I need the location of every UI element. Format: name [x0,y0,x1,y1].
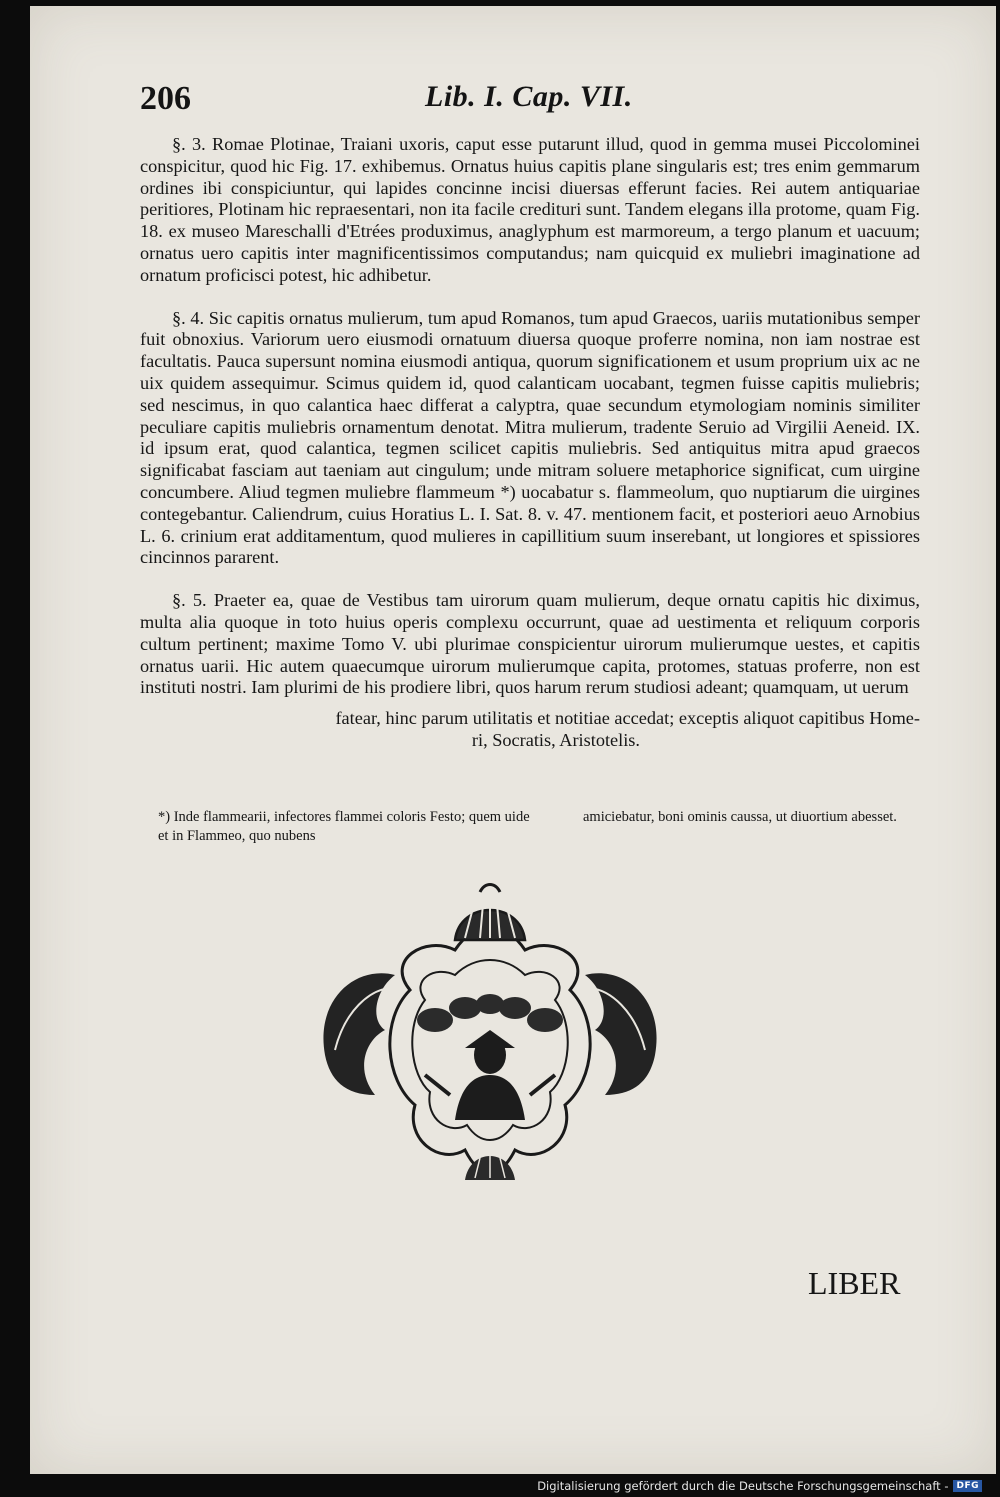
ornamental-vignette [315,880,665,1210]
credit-text: Digitalisierung gefördert durch die Deutsche Forschungsgemeinschaft - [537,1479,949,1493]
footnote-left: *) Inde flammearii, infectores flammei coloris Festo; quem uide et in Flammeo, quo nubens [158,809,530,844]
central-bust [425,1030,555,1120]
page-number: 206 [140,80,191,117]
shell-ornament [455,885,525,941]
bottom-shell [465,1154,515,1180]
closing-line-2: ri, Socratis, Aristotelis. [471,729,640,750]
digitization-credit [537,1479,982,1493]
closing-lines [140,708,920,752]
paragraph-5: §. 5. Praeter ea, quae de Vestibus tam uirorum quam mulierum, deque ornatu capitis hic diximus, multa alia quoque in toto huius operis complexu occurrunt, quae ad uestimenta et reliquum corporis cultum pertinent; maxime Tomo V. ubi plurimae conspicientur uirorum mulierumque uestes, et capitis ornatus uarii. Hic autem quaecumque uirorum mulierumque capita, protomes, statuas proferre, non est instituti nostri. Iam plurimi de his prodiere libri, quos harum rerum studiosi adeant; quamquam, ut uerum [140,590,920,698]
catchword: LIBER [808,1265,901,1301]
flower-garland [417,994,563,1032]
running-head: Lib. I. Cap. VII. [425,80,633,113]
footnote-right: amiciebatur, boni ominis caussa, ut diuortium abesset. [583,809,897,825]
paragraph-4: §. 4. Sic capitis ornatus mulierum, tum apud Romanos, tum apud Graecos, uariis mutationibus semper fuit obnoxius. Variorum uero eiusmodi ornatuum diuersa quoque proferre nomina, non iam nostrae est facultatis. Pauca supersunt nomina eiusmodi antiqua, quorum significationem et usum proprium uix ac ne uix quidem assequimur. Scimus quidem id, quod calanticam uocabant, tegmen fuisse capitis muliebris; sed nescimus, in quo calantica haec differat a calyptra, quae secundum etymologiam nominis similiter peculiare capitis muliebris ornamentum denotat. Mitra mulierum, tradente Seruio ad Virgilii Aeneid. IX. id ipsum erat, quod calantica, tegmen scilicet capitis muliebris. Sed antiquitus mitra apud graecos significabat fasciam aut taeniam aut cingulum; unde mitram soluere metaphorice significat, cum uirgine concumbere. Aliud tegmen muliebre flammeum *) uocabatur s. flammeolum, quo nuptiarum die uirgines contegebantur. Caliendrum, cuius Horatius L. I. Sat. 8. v. 47. mentionem facit, et posteriori aeuo Arnobius L. 6. crinium erat additamentum, quod mulieres in capillitium suum inserebant, ut longiores et spissiores cincinnos pararent. [140,307,920,568]
dfg-logo-icon: DFG [953,1480,982,1492]
closing-line-1: fatear, hinc parum utilitatis et notitiae accedat; exceptis aliquot capitibus Home- [335,708,920,728]
main-text [140,134,920,720]
paragraph-3: §. 3. Romae Plotinae, Traiani uxoris, caput esse putarunt illud, quod in gemma musei Piccolominei conspicitur, quod hic Fig. 17. exhibemus. Ornatus huius capitis plane singularis est; tres enim gemmarum ordines ibi conspiciuntur, qui lapides concinne incisi diuersas efferunt facies. Rei autem antiquariae peritiores, Plotinam hic repraesentari, non ita facile crediturі sunt. Tandem elegans illa protome, quam Fig. 18. ex museo Mareschalli d'Etrées produximus, anaglyphum est marmoreum, a tergo planum et uacuum; ornatus uero capitis inter magnificentissimos computandus; nam quicquid ex muliebri imaginatione ad ornatum proficisci potest, hic adhibetur. [140,134,920,285]
